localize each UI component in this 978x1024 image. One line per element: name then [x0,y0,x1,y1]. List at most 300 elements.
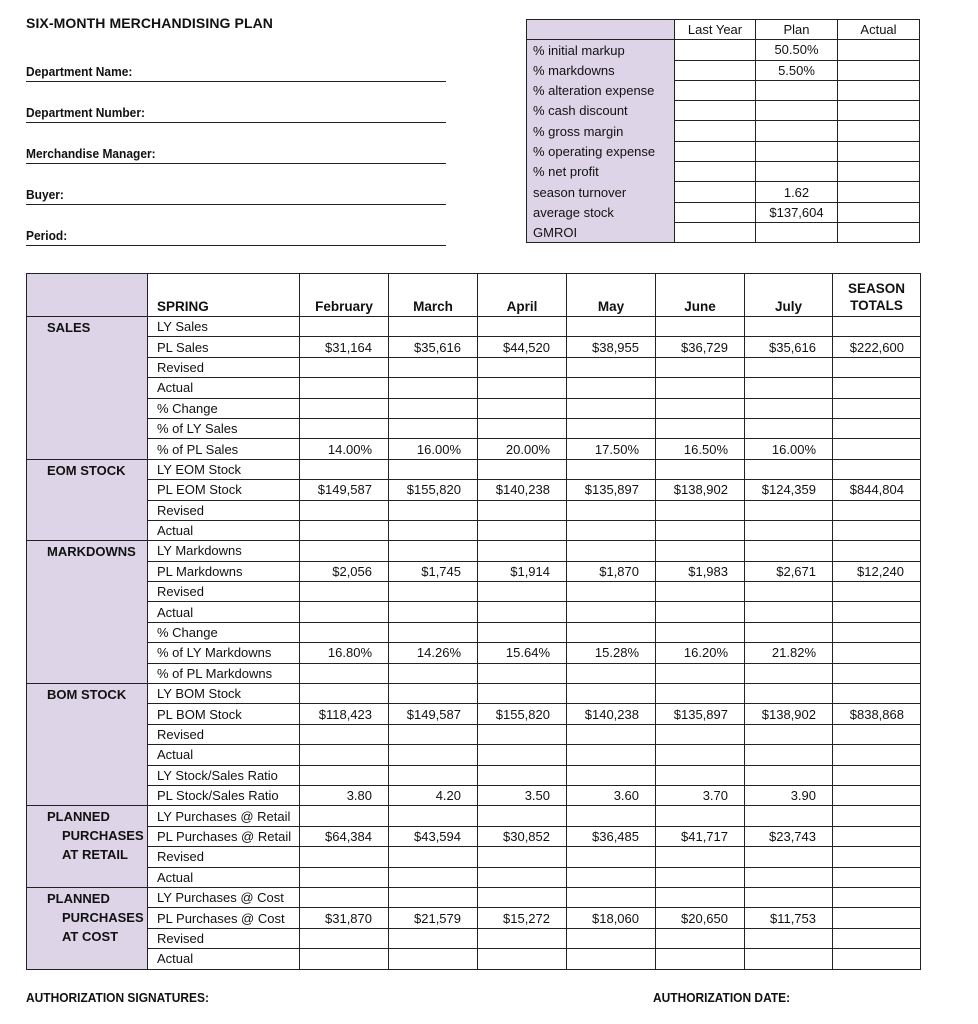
plan-cell[interactable] [389,459,478,479]
plan-cell[interactable]: 17.50% [567,439,656,459]
plan-cell[interactable] [300,887,389,907]
plan-cell[interactable] [300,520,389,540]
plan-row [27,582,921,602]
plan-cell[interactable] [478,847,567,867]
plan-cell[interactable]: $38,955 [567,337,656,357]
plan-row [27,561,921,581]
summary-table [526,19,920,243]
summary-cell-last-year[interactable] [675,202,756,222]
plan-cell[interactable] [478,459,567,479]
plan-cell[interactable] [656,745,745,765]
plan-cell[interactable] [567,520,656,540]
section-label-line: EOM STOCK [47,462,126,478]
plan-cell[interactable]: $11,753 [745,908,833,928]
plan-cell[interactable] [745,745,833,765]
plan-cell[interactable] [656,357,745,377]
season-total-cell[interactable]: $222,600 [833,337,921,357]
summary-cell-plan[interactable] [756,141,838,161]
plan-cell[interactable] [478,724,567,744]
summary-row-label: GMROI [527,222,675,242]
plan-cell[interactable]: $44,520 [478,337,567,357]
plan-row [27,459,921,479]
plan-cell[interactable] [389,520,478,540]
plan-row [27,887,921,907]
plan-cell[interactable] [567,765,656,785]
plan-cell[interactable] [300,724,389,744]
plan-cell[interactable] [745,582,833,602]
plan-cell[interactable] [389,867,478,887]
plan-cell[interactable]: 15.64% [478,643,567,663]
plan-cell[interactable] [656,582,745,602]
season-total-cell[interactable] [833,806,921,826]
season-total-cell[interactable] [833,745,921,765]
season-total-cell[interactable] [833,357,921,377]
plan-cell[interactable] [567,724,656,744]
season-total-cell[interactable] [833,887,921,907]
plan-cell[interactable] [300,928,389,948]
plan-cell[interactable]: $140,238 [567,704,656,724]
plan-cell[interactable] [389,887,478,907]
plan-row-label: LY Markdowns [148,541,300,561]
plan-cell[interactable] [389,663,478,683]
plan-cell[interactable]: $135,897 [656,704,745,724]
plan-row-label: Actual [148,867,300,887]
section-label-line: PURCHASES [62,828,144,844]
plan-cell[interactable] [656,541,745,561]
plan-cell[interactable] [745,520,833,540]
plan-cell[interactable]: $155,820 [389,480,478,500]
plan-cell[interactable]: $43,594 [389,826,478,846]
summary-cell-actual[interactable] [838,141,920,161]
plan-cell[interactable] [389,622,478,642]
plan-cell[interactable] [656,928,745,948]
plan-cell[interactable] [567,398,656,418]
plan-cell[interactable] [567,459,656,479]
plan-cell[interactable] [389,928,478,948]
plan-row [27,704,921,724]
summary-cell-last-year[interactable] [675,162,756,182]
plan-cell[interactable] [656,949,745,969]
plan-cell[interactable] [745,663,833,683]
plan-cell[interactable] [656,378,745,398]
season-total-cell[interactable]: $12,240 [833,561,921,581]
plan-cell[interactable] [567,887,656,907]
season-total-cell[interactable]: $844,804 [833,480,921,500]
summary-cell-actual[interactable] [838,40,920,60]
plan-cell[interactable] [656,520,745,540]
plan-cell[interactable] [745,602,833,622]
plan-cell[interactable] [478,949,567,969]
plan-cell[interactable] [656,602,745,622]
plan-cell[interactable] [478,602,567,622]
plan-cell[interactable]: $20,650 [656,908,745,928]
plan-cell[interactable] [745,806,833,826]
summary-cell-plan[interactable]: 1.62 [756,182,838,202]
summary-cell-plan[interactable] [756,121,838,141]
plan-cell[interactable]: $155,820 [478,704,567,724]
season-total-cell[interactable] [833,724,921,744]
plan-cell[interactable] [656,806,745,826]
summary-row-label: % markdowns [527,60,675,80]
plan-cell[interactable] [656,724,745,744]
season-total-cell[interactable] [833,582,921,602]
plan-cell[interactable]: $149,587 [300,480,389,500]
summary-cell-last-year[interactable] [675,121,756,141]
plan-cell[interactable] [656,398,745,418]
plan-cell[interactable] [745,847,833,867]
plan-cell[interactable] [300,582,389,602]
plan-cell[interactable] [745,765,833,785]
plan-cell[interactable] [745,500,833,520]
summary-cell-plan[interactable] [756,80,838,100]
plan-row [27,622,921,642]
field-line-merchandise-manager[interactable] [26,163,446,164]
plan-cell[interactable] [300,622,389,642]
summary-cell-actual[interactable] [838,222,920,242]
season-total-cell[interactable] [833,622,921,642]
plan-cell[interactable]: 16.00% [745,439,833,459]
season-total-cell[interactable] [833,928,921,948]
section-label [27,806,148,888]
plan-row-label: Actual [148,378,300,398]
summary-cell-actual[interactable] [838,121,920,141]
merchandising-plan-table [26,273,921,970]
plan-cell[interactable] [567,684,656,704]
plan-row [27,643,921,663]
plan-row-label: Revised [148,357,300,377]
plan-cell[interactable]: $1,983 [656,561,745,581]
plan-cell[interactable]: $2,056 [300,561,389,581]
summary-cell-actual[interactable] [838,101,920,121]
plan-cell[interactable] [478,582,567,602]
plan-cell[interactable] [300,745,389,765]
plan-cell[interactable] [478,887,567,907]
plan-cell[interactable] [478,745,567,765]
plan-cell[interactable]: $15,272 [478,908,567,928]
season-total-cell[interactable] [833,418,921,438]
plan-cell[interactable] [567,378,656,398]
summary-cell-actual[interactable] [838,202,920,222]
plan-cell[interactable] [567,602,656,622]
season-total-cell[interactable] [833,500,921,520]
plan-cell[interactable] [656,317,745,337]
season-total-cell[interactable] [833,602,921,622]
season-total-cell[interactable] [833,908,921,928]
field-line-buyer[interactable] [26,204,446,205]
plan-cell[interactable]: 3.60 [567,785,656,805]
plan-cell[interactable] [478,378,567,398]
plan-cell[interactable] [656,663,745,683]
plan-cell[interactable]: $1,745 [389,561,478,581]
plan-cell[interactable] [300,806,389,826]
season-total-cell[interactable] [833,439,921,459]
plan-cell[interactable] [745,398,833,418]
plan-cell[interactable] [300,500,389,520]
plan-cell[interactable] [389,398,478,418]
plan-cell[interactable]: $36,729 [656,337,745,357]
plan-row [27,439,921,459]
plan-cell[interactable] [300,317,389,337]
plan-cell[interactable]: $135,897 [567,480,656,500]
plan-cell[interactable]: 21.82% [745,643,833,663]
plan-cell[interactable] [300,378,389,398]
section-label-line: PLANNED [47,890,110,906]
plan-cell[interactable]: 3.70 [656,785,745,805]
plan-cell[interactable]: $2,671 [745,561,833,581]
plan-cell[interactable]: $36,485 [567,826,656,846]
plan-row [27,520,921,540]
plan-cell[interactable] [656,887,745,907]
summary-cell-plan[interactable]: 50.50% [756,40,838,60]
plan-cell[interactable] [745,622,833,642]
plan-cell[interactable] [567,357,656,377]
summary-cell-plan[interactable] [756,222,838,242]
plan-row-label: PL EOM Stock [148,480,300,500]
summary-cell-plan[interactable] [756,101,838,121]
plan-cell[interactable]: $138,902 [656,480,745,500]
plan-cell[interactable] [745,949,833,969]
summary-cell-last-year[interactable] [675,40,756,60]
summary-cell-last-year[interactable] [675,101,756,121]
plan-cell[interactable] [745,378,833,398]
plan-cell[interactable] [389,582,478,602]
plan-cell[interactable] [745,928,833,948]
plan-cell[interactable] [478,622,567,642]
plan-cell[interactable]: 16.00% [389,439,478,459]
plan-cell[interactable] [656,418,745,438]
season-total-cell[interactable] [833,520,921,540]
plan-cell[interactable] [300,949,389,969]
plan-cell[interactable]: 16.50% [656,439,745,459]
plan-cell[interactable] [656,867,745,887]
summary-cell-last-year[interactable] [675,182,756,202]
plan-cell[interactable]: 14.26% [389,643,478,663]
plan-cell[interactable] [656,622,745,642]
plan-cell[interactable] [300,847,389,867]
season-total-cell[interactable] [833,459,921,479]
plan-row-label: LY EOM Stock [148,459,300,479]
season-total-cell[interactable] [833,785,921,805]
plan-cell[interactable] [656,684,745,704]
season-total-cell[interactable] [833,317,921,337]
field-label-department-number: Department Number: [26,105,145,120]
plan-row [27,541,921,561]
plan-cell[interactable]: $149,587 [389,704,478,724]
plan-cell[interactable] [300,459,389,479]
plan-cell[interactable]: $118,423 [300,704,389,724]
plan-cell[interactable] [478,928,567,948]
plan-cell[interactable]: $35,616 [745,337,833,357]
plan-cell[interactable] [567,806,656,826]
season-total-cell[interactable] [833,643,921,663]
summary-cell-actual[interactable] [838,80,920,100]
plan-cell[interactable] [567,500,656,520]
plan-cell[interactable] [389,847,478,867]
plan-cell[interactable]: 3.80 [300,785,389,805]
section-label [27,459,148,541]
summary-cell-last-year[interactable] [675,141,756,161]
month-header: July [745,274,833,317]
plan-cell[interactable] [389,724,478,744]
plan-cell[interactable] [567,317,656,337]
plan-cell[interactable] [478,663,567,683]
plan-cell[interactable] [567,582,656,602]
plan-cell[interactable]: $18,060 [567,908,656,928]
summary-cell-plan[interactable]: 5.50% [756,60,838,80]
plan-cell[interactable] [656,500,745,520]
plan-cell[interactable] [656,847,745,867]
plan-cell[interactable] [567,622,656,642]
plan-cell[interactable] [567,867,656,887]
summary-cell-last-year[interactable] [675,80,756,100]
plan-cell[interactable] [656,765,745,785]
field-label-period: Period: [26,228,68,243]
plan-cell[interactable] [389,806,478,826]
plan-cell[interactable] [478,317,567,337]
field-line-period[interactable] [26,245,446,246]
season-total-cell[interactable] [833,826,921,846]
plan-cell[interactable] [300,357,389,377]
summary-cell-actual[interactable] [838,60,920,80]
plan-cell[interactable] [567,949,656,969]
plan-cell[interactable] [389,949,478,969]
plan-cell[interactable] [567,745,656,765]
plan-cell[interactable] [478,867,567,887]
plan-row-label: Revised [148,582,300,602]
plan-cell[interactable] [745,867,833,887]
plan-cell[interactable] [389,541,478,561]
plan-cell[interactable] [389,765,478,785]
plan-cell[interactable] [389,317,478,337]
plan-cell[interactable] [745,357,833,377]
plan-cell[interactable]: $124,359 [745,480,833,500]
plan-cell[interactable] [300,602,389,622]
plan-cell[interactable] [745,317,833,337]
plan-cell[interactable] [567,541,656,561]
summary-row-label: % initial markup [527,40,675,60]
plan-cell[interactable] [300,663,389,683]
plan-cell[interactable] [567,847,656,867]
plan-cell[interactable] [300,418,389,438]
season-total-cell[interactable] [833,847,921,867]
plan-cell[interactable] [389,378,478,398]
plan-cell[interactable] [745,541,833,561]
plan-cell[interactable] [389,602,478,622]
field-line-department-number[interactable] [26,122,446,123]
plan-row-label: Actual [148,949,300,969]
plan-cell[interactable] [478,806,567,826]
summary-cell-actual[interactable] [838,182,920,202]
month-header: June [656,274,745,317]
plan-row [27,418,921,438]
summary-cell-actual[interactable] [838,162,920,182]
plan-cell[interactable] [300,867,389,887]
plan-cell[interactable] [745,887,833,907]
plan-cell[interactable] [300,684,389,704]
plan-cell[interactable] [389,418,478,438]
plan-cell[interactable]: $138,902 [745,704,833,724]
plan-row [27,745,921,765]
plan-cell[interactable] [745,459,833,479]
plan-cell[interactable] [567,928,656,948]
plan-cell[interactable] [389,500,478,520]
plan-cell[interactable]: $31,870 [300,908,389,928]
plan-row [27,500,921,520]
plan-cell[interactable]: $30,852 [478,826,567,846]
season-total-cell[interactable] [833,949,921,969]
field-line-department-name[interactable] [26,81,446,82]
plan-cell[interactable] [478,765,567,785]
plan-cell[interactable]: $140,238 [478,480,567,500]
plan-cell[interactable] [389,745,478,765]
plan-cell[interactable] [300,765,389,785]
plan-cell[interactable] [745,724,833,744]
plan-cell[interactable] [745,418,833,438]
summary-cell-last-year[interactable] [675,60,756,80]
plan-cell[interactable] [389,684,478,704]
plan-cell[interactable] [478,520,567,540]
plan-cell[interactable]: $31,164 [300,337,389,357]
summary-cell-last-year[interactable] [675,222,756,242]
plan-cell[interactable]: $41,717 [656,826,745,846]
plan-cell[interactable]: 16.80% [300,643,389,663]
plan-cell[interactable] [656,459,745,479]
plan-cell[interactable]: 3.50 [478,785,567,805]
plan-cell[interactable] [300,398,389,418]
plan-cell[interactable]: $1,870 [567,561,656,581]
season-total-cell[interactable] [833,398,921,418]
plan-cell[interactable]: 15.28% [567,643,656,663]
plan-cell[interactable]: $35,616 [389,337,478,357]
plan-cell[interactable]: $64,384 [300,826,389,846]
plan-row-label: Revised [148,847,300,867]
plan-cell[interactable] [389,357,478,377]
plan-row [27,357,921,377]
summary-cell-plan[interactable]: $137,604 [756,202,838,222]
plan-cell[interactable] [478,418,567,438]
section-label-line: PLANNED [47,809,110,825]
plan-row-label: Revised [148,500,300,520]
plan-cell[interactable] [478,357,567,377]
plan-cell[interactable]: $21,579 [389,908,478,928]
plan-cell[interactable]: 3.90 [745,785,833,805]
plan-row [27,337,921,357]
plan-cell[interactable]: 4.20 [389,785,478,805]
plan-row [27,826,921,846]
plan-cell[interactable]: 16.20% [656,643,745,663]
plan-cell[interactable]: $23,743 [745,826,833,846]
season-total-cell[interactable] [833,663,921,683]
plan-cell[interactable] [478,684,567,704]
summary-cell-plan[interactable] [756,162,838,182]
season-total-cell[interactable] [833,867,921,887]
plan-cell[interactable] [478,500,567,520]
plan-cell[interactable] [300,541,389,561]
season-total-cell[interactable]: $838,868 [833,704,921,724]
season-total-cell[interactable] [833,541,921,561]
plan-cell[interactable] [567,663,656,683]
plan-cell[interactable]: 14.00% [300,439,389,459]
season-total-cell[interactable] [833,765,921,785]
plan-cell[interactable] [478,541,567,561]
season-total-cell[interactable] [833,378,921,398]
plan-cell[interactable] [745,684,833,704]
plan-cell[interactable]: $1,914 [478,561,567,581]
plan-cell[interactable]: 20.00% [478,439,567,459]
plan-cell[interactable] [567,418,656,438]
season-total-cell[interactable] [833,684,921,704]
plan-cell[interactable] [478,398,567,418]
